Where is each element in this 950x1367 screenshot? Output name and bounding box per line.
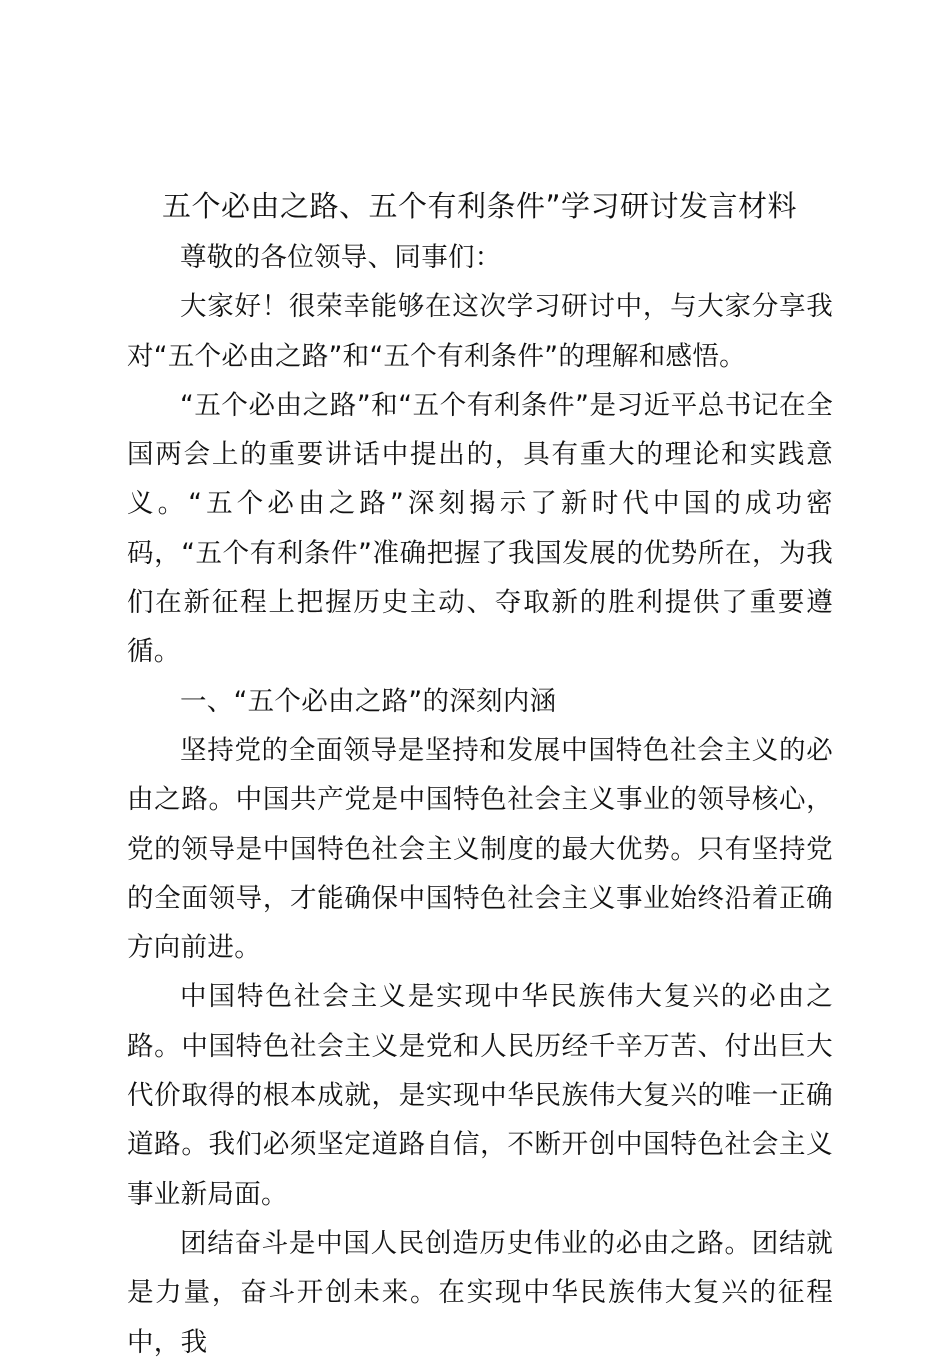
- body-paragraph: 坚持党的全面领导是坚持和发展中国特色社会主义的必由之路。中国共产党是中国特色社会主义事业的领导核心，党的领导是中国特色社会主义制度的最大优势。只有坚持党的全面领导，才能确保中国特色社会主义事业始终沿着正确方向前进。: [127, 734, 833, 964]
- intro-paragraph: “五个必由之路”和“五个有利条件”是习近平总书记在全国两会上的重要讲话中提出的，具有重大的理论和实践意义。“五个必由之路”深刻揭示了新时代中国的成功密码，“五个有利条件”准确把握了我国发展的优势所在，为我们在新征程上把握历史主动、夺取新的胜利提供了重要遵循。: [127, 389, 833, 668]
- document-title: 五个必由之路、五个有利条件”学习研讨发言材料: [162, 189, 798, 223]
- section-heading: 一、“五个必由之路”的深刻内涵: [180, 685, 557, 717]
- body-paragraph: 团结奋斗是中国人民创造历史伟业的必由之路。团结就是力量，奋斗开创未来。在实现中华民族伟大复兴的征程中，我: [127, 1227, 833, 1358]
- greeting-paragraph: 大家好！很荣幸能够在这次学习研讨中，与大家分享我对“五个必由之路”和“五个有利条件”的理解和感悟。: [127, 291, 833, 372]
- document-body: [127, 233, 833, 1367]
- body-paragraph: 中国特色社会主义是实现中华民族伟大复兴的必由之路。中国特色社会主义是党和人民历经千辛万苦、付出巨大代价取得的根本成就，是实现中华民族伟大复兴的唯一正确道路。我们必须坚定道路自信，不断开创中国特色社会主义事业新局面。: [127, 981, 833, 1210]
- salutation-paragraph: 尊敬的各位领导、同事们：: [180, 242, 502, 273]
